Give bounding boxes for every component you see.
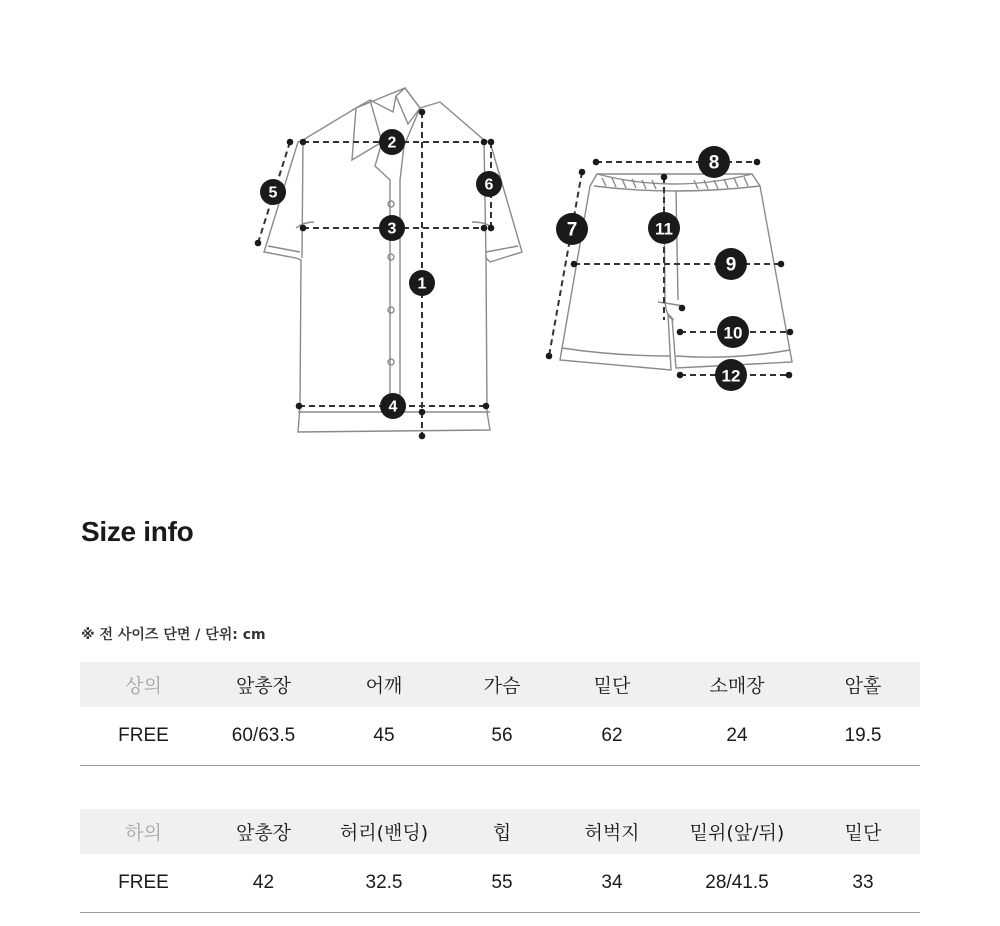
marker-12: [715, 359, 747, 391]
column-header: 소매장: [668, 662, 806, 707]
table-row: [80, 854, 920, 913]
column-header: 암홀: [806, 662, 920, 707]
column-header: 밑단: [806, 809, 920, 854]
column-header: 밑위(앞/뒤): [668, 809, 806, 854]
table-cell: 45: [320, 707, 448, 766]
column-header: 앞총장: [207, 809, 320, 854]
table-cell: 56: [448, 707, 556, 766]
column-header: 밑단: [556, 662, 668, 707]
marker-11: [648, 212, 680, 244]
marker-6: [476, 171, 502, 197]
svg-text:5: 5: [268, 184, 278, 202]
category-header: 하의: [80, 809, 207, 854]
shorts-illustration: [560, 174, 792, 370]
table-cell: 42: [207, 854, 320, 913]
column-header: 가슴: [448, 662, 556, 707]
marker-3: [379, 215, 405, 241]
marker-4: [380, 393, 406, 419]
category-header: 상의: [80, 662, 207, 707]
svg-text:4: 4: [388, 398, 398, 416]
marker-8: [698, 146, 730, 178]
svg-text:9: 9: [725, 254, 737, 276]
table-cell: 28/41.5: [668, 854, 806, 913]
svg-text:7: 7: [566, 219, 578, 241]
size-label-cell: FREE: [80, 707, 207, 766]
unit-note: ※ 전 사이즈 단면 / 단위: cm: [81, 627, 266, 643]
column-header: 어깨: [320, 662, 448, 707]
svg-text:6: 6: [484, 176, 494, 194]
column-header: 앞총장: [207, 662, 320, 707]
table-cell: 33: [806, 854, 920, 913]
table-cell: 32.5: [320, 854, 448, 913]
size-label-cell: FREE: [80, 854, 207, 913]
marker-2: [379, 129, 405, 155]
table-header-row: [80, 662, 920, 707]
table-header-row: [80, 809, 920, 854]
bottom-size-table: [80, 809, 920, 913]
svg-text:3: 3: [387, 220, 397, 238]
table-cell: 62: [556, 707, 668, 766]
section-title: Size info: [81, 516, 194, 547]
svg-text:1: 1: [417, 275, 427, 293]
marker-5: [260, 179, 286, 205]
marker-9: [715, 248, 747, 280]
table-cell: 55: [448, 854, 556, 913]
table-cell: 24: [668, 707, 806, 766]
table-cell: 34: [556, 854, 668, 913]
svg-text:12: 12: [721, 366, 741, 386]
marker-7: [556, 213, 588, 245]
table-cell: 60/63.5: [207, 707, 320, 766]
svg-text:10: 10: [723, 323, 743, 343]
svg-text:2: 2: [387, 134, 397, 152]
svg-text:8: 8: [708, 152, 720, 174]
table-cell: 19.5: [806, 707, 920, 766]
svg-text:11: 11: [655, 219, 673, 239]
column-header: 허리(밴딩): [320, 809, 448, 854]
top-size-table: [80, 662, 920, 766]
column-header: 힙: [448, 809, 556, 854]
marker-1: [409, 270, 435, 296]
table-row: [80, 707, 920, 766]
marker-10: [717, 316, 749, 348]
column-header: 허벅지: [556, 809, 668, 854]
